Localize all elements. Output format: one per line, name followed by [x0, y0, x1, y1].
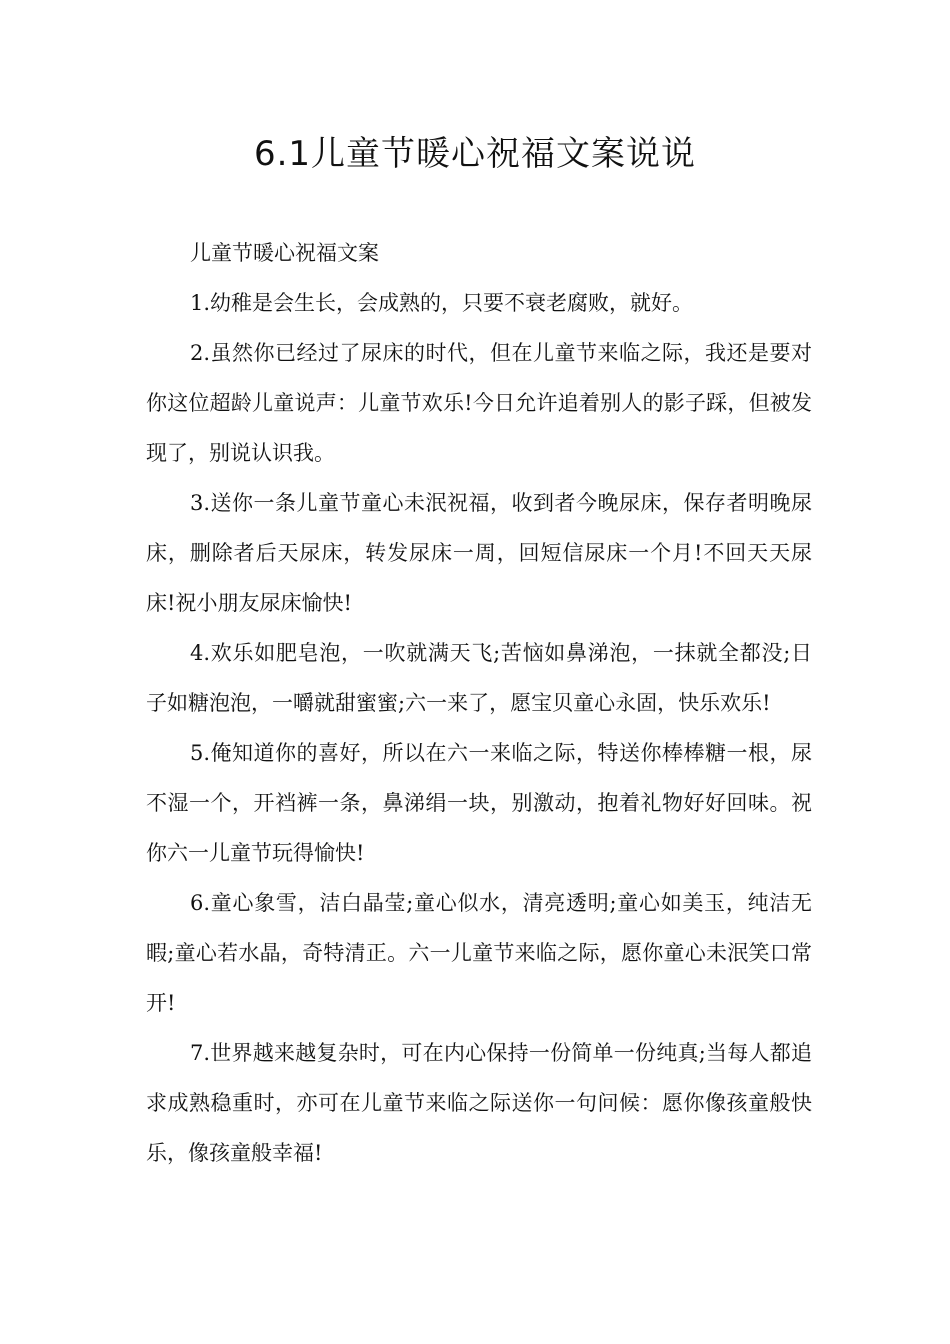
paragraph-4: 4.欢乐如肥皂泡，一吹就满天飞;苦恼如鼻涕泡，一抹就全都没;日子如糖泡泡，一嚼就甜蜜蜜;六一来了，愿宝贝童心永固，快乐欢乐!	[146, 641, 812, 715]
section-heading: 儿童节暖心祝福文案	[190, 241, 379, 265]
paragraph-3: 3.送你一条儿童节童心未泯祝福，收到者今晚尿床，保存者明晚尿床，删除者后天尿床，转发尿床一周，回短信尿床一个月!不回天天尿床!祝小朋友尿床愉快!	[146, 491, 812, 615]
paragraph-2: 2.虽然你已经过了尿床的时代，但在儿童节来临之际，我还是要对你这位超龄儿童说声：儿童节欢乐!今日允许追着别人的影子踩，但被发现了，别说认识我。	[146, 341, 812, 465]
document-title: 6.1儿童节暖心祝福文案说说	[253, 134, 697, 174]
paragraph-7: 7.世界越来越复杂时，可在内心保持一份简单一份纯真;当每人都追求成熟稳重时，亦可在儿童节来临之际送你一句问候：愿你像孩童般快乐，像孩童般幸福!	[146, 1041, 812, 1165]
paragraph-1: 1.幼稚是会生长，会成熟的，只要不衰老腐败，就好。	[190, 291, 694, 315]
paragraph-6: 6.童心象雪，洁白晶莹;童心似水，清亮透明;童心如美玉，纯洁无暇;童心若水晶，奇特清正。六一儿童节来临之际，愿你童心未泯笑口常开!	[146, 891, 812, 1015]
document-body	[146, 228, 812, 1178]
paragraph-5: 5.俺知道你的喜好，所以在六一来临之际，特送你棒棒糖一根，尿不湿一个，开裆裤一条，鼻涕绢一块，别激动，抱着礼物好好回味。祝你六一儿童节玩得愉快!	[146, 741, 812, 865]
